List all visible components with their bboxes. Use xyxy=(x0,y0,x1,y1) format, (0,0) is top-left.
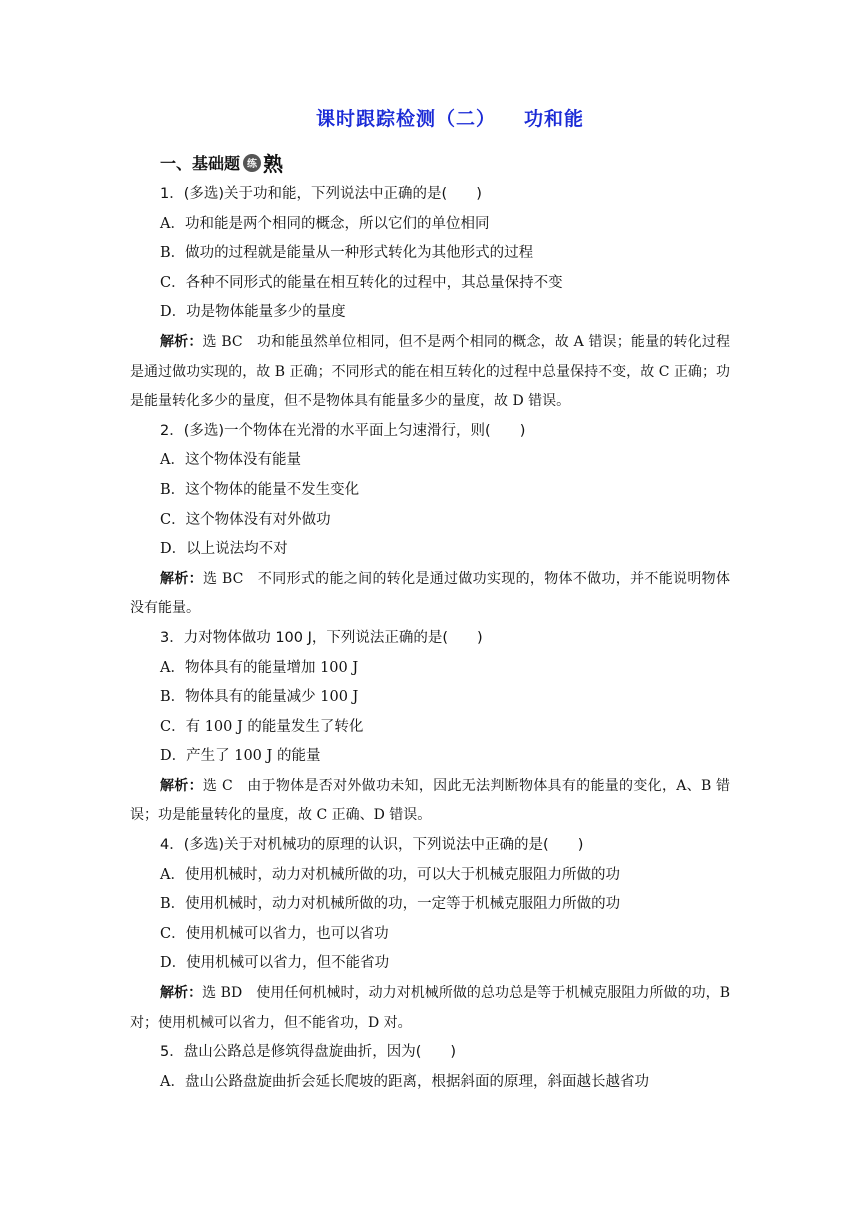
question-4-option-a: A．使用机械时，动力对机械所做的功，可以大于机械克服阻力所做的功 xyxy=(160,866,620,883)
analysis-label: 解析： xyxy=(160,570,203,587)
question-3-analysis xyxy=(130,772,730,831)
question-5-stem: 5．盘山公路总是修筑得盘旋曲折，因为( ) xyxy=(160,1044,457,1061)
question-3-option-a: A．物体具有的能量增加 100 J xyxy=(160,659,359,676)
question-3-stem: 3．力对物体做功 100 J，下列说法正确的是( ) xyxy=(160,629,483,646)
analysis-label: 解析： xyxy=(160,985,203,1002)
question-3-option-b: B．物体具有的能量减少 100 J xyxy=(160,689,359,706)
analysis-text: 选 C 由于物体是否对外做功未知，因此无法判断物体具有的能量的变化，A、B 错误；功是能量转化的量度，故 C 正确、D 错误。 xyxy=(130,777,731,824)
analysis-label: 解析： xyxy=(160,777,203,794)
question-1-option-b: B．做功的过程就是能量从一种形式转化为其他形式的过程 xyxy=(160,245,534,262)
question-4-option-d: D．使用机械可以省力，但不能省功 xyxy=(160,955,390,972)
question-1-option-c: C．各种不同形式的能量在相互转化的过程中，其总量保持不变 xyxy=(160,274,563,291)
analysis-text: 选 BC 功和能虽然单位相同，但不是两个相同的概念，故 A 错误；能量的转化过程是通过做功实现的，故 B 正确；不同形式的能在相互转化的过程中总量保持不变，故 C 正确；功是能量转化多少的量度，但不是物体具有能量多少的量度，故 D 错误。 xyxy=(130,333,731,410)
question-list xyxy=(130,180,730,1097)
question-1-analysis xyxy=(130,328,730,417)
analysis-text: 选 BC 不同形式的能之间的转化是通过做功实现的，物体不做功，并不能说明物体没有能量。 xyxy=(130,570,730,617)
page-title xyxy=(0,104,860,131)
question-2-option-b: B．这个物体的能量不发生变化 xyxy=(160,481,360,498)
question-1-option-a: A．功和能是两个相同的概念，所以它们的单位相同 xyxy=(160,215,490,232)
title-main: 课时跟踪检测（二） xyxy=(315,108,496,130)
section-badge-text: 熟 xyxy=(263,152,284,176)
question-5-option-a: A．盘山公路盘旋曲折会延长爬坡的距离，根据斜面的原理，斜面越长越省功 xyxy=(160,1073,649,1090)
question-2-stem: 2．(多选)一个物体在光滑的水平面上匀速滑行，则( ) xyxy=(160,422,526,439)
question-2-option-a: A．这个物体没有能量 xyxy=(160,452,301,469)
practice-badge-icon: 练 xyxy=(243,154,261,172)
question-4-option-c: C．使用机械可以省力，也可以省功 xyxy=(160,925,389,942)
question-4-analysis xyxy=(130,979,730,1038)
section-heading xyxy=(160,148,283,177)
question-2-analysis xyxy=(130,565,730,624)
question-3-option-c: C．有 100 J 的能量发生了转化 xyxy=(160,718,364,735)
question-2-option-d: D．以上说法均不对 xyxy=(160,541,288,558)
question-4-option-b: B．使用机械时，动力对机械所做的功，一定等于机械克服阻力所做的功 xyxy=(160,896,621,913)
analysis-label: 解析： xyxy=(160,333,203,350)
question-1-option-d: D．功是物体能量多少的量度 xyxy=(160,304,346,321)
question-1-stem: 1．(多选)关于功和能，下列说法中正确的是( ) xyxy=(160,186,482,202)
question-2-option-c: C．这个物体没有对外做功 xyxy=(160,511,331,528)
analysis-text: 选 BD 使用任何机械时，动力对机械所做的总功总是等于机械克服阻力所做的功，B 对；使用机械可以省力，但不能省功，D 对。 xyxy=(130,985,731,1031)
section-label: 一、基础题 xyxy=(160,154,241,173)
title-sub: 功和能 xyxy=(524,108,585,130)
question-3-option-d: D．产生了 100 J 的能量 xyxy=(160,748,321,765)
question-4-stem: 4．(多选)关于对机械功的原理的认识，下列说法中正确的是( ) xyxy=(160,837,584,854)
